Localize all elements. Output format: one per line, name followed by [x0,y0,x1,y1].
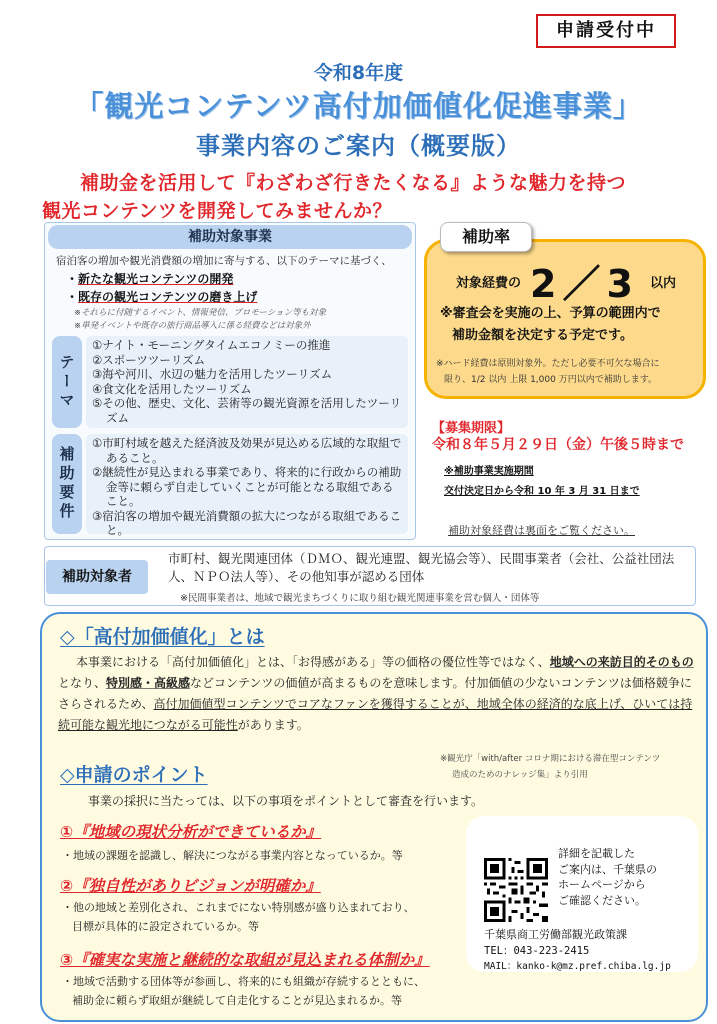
implementation-period-date: 交付決定日から令和 10 年 3 月 31 日まで [444,486,640,497]
bullet-marker: ・ [66,290,79,304]
theme-label: テーマ [52,336,82,428]
application-points-intro: 事業の採択に当たっては、以下の事項をポイントとして審査を行います。 [88,794,484,808]
condition-item: ①市町村域を越えた経済波及効果が見込める広域的な取組であること。 [92,436,402,465]
catch-copy-line-1: 補助金を活用して『わざわざ行きたくなる』ような魅力を持つ [80,172,627,194]
rate-prefix: 対象経費の [456,276,522,291]
rate-suffix: 以内 [650,276,677,291]
point-description-line: ・他の地域と差別化され、これまでにない特別感が盛り込まれており、 [62,901,415,914]
cost-note: 補助対象経費は裏面をご覧ください。 [448,524,635,537]
contact-message [558,846,657,908]
application-points-heading: ◇申請のポイント [60,764,208,786]
theme-item: ①ナイト・モーニングタイムエコノミーの推進 [92,338,331,352]
contact-message-line: ご案内は、千葉県の [558,862,657,876]
theme-item: ⑤その他、歴史、文化、芸術等の観光資源を活用したツーリズム [92,396,402,425]
project-note-1: ※それらに付随するイベント、情報発信、プロモーション等も対象 [74,308,327,318]
contact-message-line: ご確認ください。 [558,893,646,907]
contact-message-line: ホームページから [558,878,646,891]
contact-email[interactable]: MAIL：kanko-k@mz.pref.chiba.lg.jp [484,961,671,972]
point-description-line: 補助金に頼らず取組が継続して自走化することが見込まれるか。等 [72,994,402,1007]
condition-item: ③宿泊客の増加や観光消費額の拡大につながる取組であること。 [92,508,402,537]
theme-list [92,338,404,425]
project-header: 補助対象事業 [48,225,412,249]
project-note-2: ※単発イベントや既存の旅行商品導入に係る経費などは対象外 [74,321,311,331]
point-title: ③『確実な実施と継続的な取組が見込まれる体制か』 [60,951,430,969]
project-bullet-existing [66,288,257,305]
point-title: ②『独自性がありビジョンが明確か』 [60,877,321,895]
page-title: 「観光コンテンツ高付加価値化促進事業」 [74,89,643,123]
point-description [62,898,415,936]
paragraph-text: となり、 [58,676,107,690]
point-title: ①『地域の現状分析ができているか』 [60,823,322,841]
bullet-marker: ・ [66,272,79,286]
contact-phone: TEL：043-223-2415 [484,945,590,957]
point-description [62,972,425,1010]
condition-label: 補助要件 [52,434,82,534]
high-value-paragraph [58,652,698,736]
condition-list [92,436,404,538]
rate-note: 限り、1/2 以内 上限 1,000 万円以内で補助します。 [444,375,657,385]
project-bullet-new [66,270,233,287]
page-subtitle: 事業内容のご案内（概要版） [196,132,521,160]
deadline-date: 令和８年５月２９日（金）午後５時まで [432,437,684,453]
qr-code-icon[interactable] [484,858,548,922]
contact-department: 千葉県商工労働部観光政策課 [484,928,627,941]
point-description [62,846,403,865]
rate-description: 補助金額を決定する予定です。 [452,328,633,343]
target-label: 補助対象者 [46,560,148,594]
theme-item: ③海や河川、水辺の魅力を活用したツーリズム [92,367,333,381]
theme-item: ④食文化を活用したツーリズム [92,381,252,396]
paragraph-emphasis: 地域への来訪目的そのもの [549,655,694,669]
point-description-line: ・地域で活動する団体等が参画し、将来的にも組織が存続するとともに、 [62,975,425,988]
theme-item: ②スポーツツーリズム [92,352,206,367]
source-citation: 造成のためのナレッジ集」より引用 [452,770,588,780]
point-description-line: ・地域の課題を認識し、解決につながる事業内容となっているか。等 [62,849,403,862]
target-note: ※民間事業者は、地域で観光まちづくりに取り組む観光関連事業を営む個人・団体等 [180,593,540,604]
rate-value: 2／3 [530,262,639,306]
implementation-period-label: ※補助事業実施期間 [444,466,534,477]
paragraph-emphasis: 特別感・高級感 [106,676,191,690]
point-description-line: 目標が具体的に設定されているか。等 [72,920,259,933]
high-value-heading: ◇「高付加価値化」とは [60,626,265,648]
rate-description: ※審査会を実施の上、予算の範囲内で [440,306,661,321]
bullet-text: 既存の観光コンテンツの磨き上げ [78,290,258,304]
paragraph-text: 本事業における「高付加価値化」とは、「お得感がある」等の価格の優位性等ではなく、 [76,655,550,669]
condition-item: ②継続性が見込まれる事業であり、将来的に行政からの補助金等に頼らず自走していくことが可能となる取組であること。 [92,465,402,508]
fiscal-year: 令和8年度 [313,62,404,84]
deadline-label: 【募集期限】 [432,421,511,436]
catch-copy-line-2: 観光コンテンツを開発してみませんか？ [42,200,393,222]
subsidy-rate-tab: 補助率 [440,222,532,252]
target-text: 市町村、観光関連団体（ＤＭＯ、観光連盟、観光協会等）、民間事業者（会社、公益社団法人、ＮＰＯ法人等）、その他知事が認める団体 [168,551,675,584]
paragraph-text: があります。 [237,718,309,732]
project-intro: 宿泊客の増加や観光消費額の増加に寄与する、以下のテーマに基づく、 [56,255,392,267]
status-badge: 申請受付中 [536,14,676,48]
rate-note: ※ハード経費は原則対象外。ただし必要不可欠な場合に [436,359,660,369]
bullet-text: 新たな観光コンテンツの開発 [78,272,234,286]
paragraph-underline: 高付加価値型コンテンツでコアなファンを獲得することが、地域全体の経済的な底上げ、ひいては持続可能な観光地につながる可能性 [58,697,693,732]
source-citation: ※観光庁「with/after コロナ期における滞在型コンテンツ [440,754,661,764]
contact-message-line: 詳細を記載した [558,847,635,860]
paragraph-text: などコンテンツの価値が高まるものを意味します。付加価値の少ないコンテンツは価格競争にさらされるため、 [58,676,692,711]
